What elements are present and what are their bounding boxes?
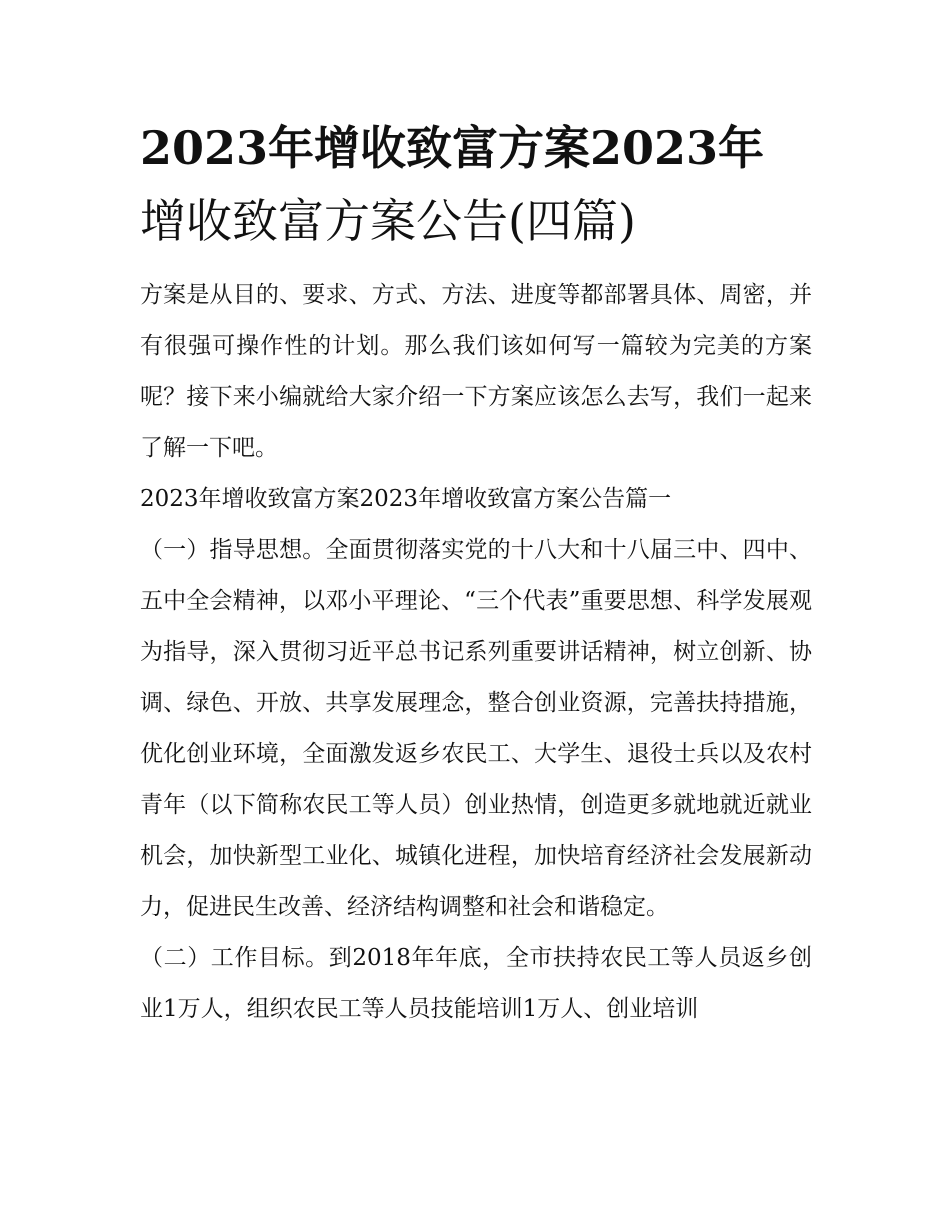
intro-paragraph: 方案是从目的、要求、方式、方法、进度等都部署具体、周密，并有很强可操作性的计划。那么我们该如何写一篇较为完美的方案呢？接下来小编就给大家介绍一下方案应该怎么去写，我们一起来了解一下吧。	[140, 282, 812, 461]
document-title	[140, 112, 812, 258]
document-body	[140, 270, 812, 1035]
document-title-line-1: 2023年增收致富方案2023年	[140, 121, 765, 175]
work-goals-paragraph: （二）工作目标。到2018年年底，全市扶持农民工等人员返乡创业1万人，组织农民工等人员技能培训1万人、创业培训	[140, 945, 812, 1022]
section-heading: 2023年增收致富方案2023年增收致富方案公告篇一	[140, 486, 672, 512]
guiding-ideology-paragraph: （一）指导思想。全面贯彻落实党的十八大和十八届三中、四中、五中全会精神，以邓小平理论、“三个代表”重要思想、科学发展观为指导，深入贯彻习近平总书记系列重要讲话精神，树立创新、协调、绿色、开放、共享发展理念，整合创业资源，完善扶持措施，优化创业环境，全面激发返乡农民工、大学生、退役士兵以及农村青年（以下简称农民工等人员）创业热情，创造更多就地就近就业机会，加快新型工业化、城镇化进程，加快培育经济社会发展新动力，促进民生改善、经济结构调整和社会和谐稳定。	[140, 537, 812, 920]
document-page	[140, 112, 812, 1035]
document-title-line-2: 增收致富方案公告(四篇)	[140, 194, 636, 248]
